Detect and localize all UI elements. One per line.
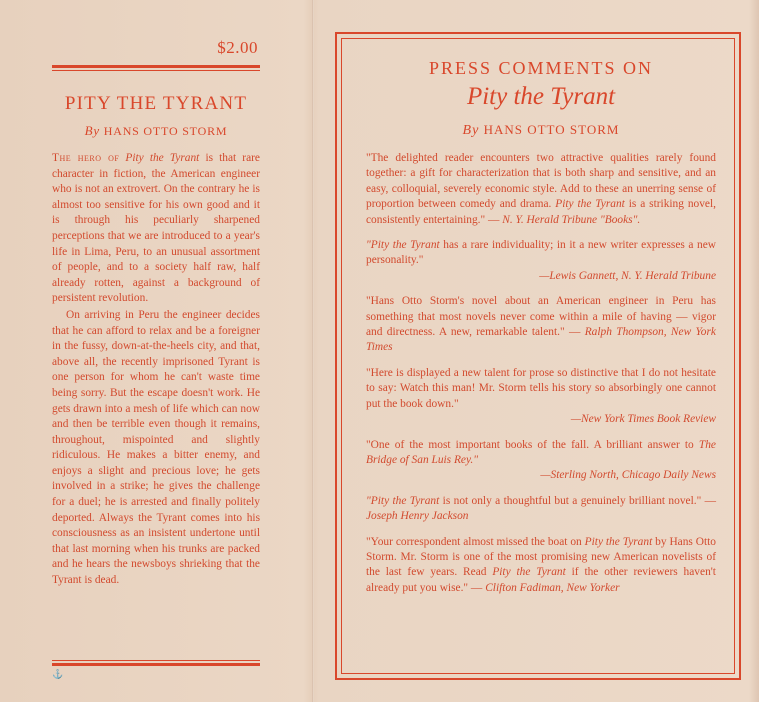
press-author: HANS OTTO STORM (483, 122, 620, 137)
quote-3 (366, 294, 716, 356)
quote-6-book: "Pity the Tyrant (366, 494, 440, 507)
blurb-p1-text: is that rare character in fiction, the American engineer who is not an extrovert. On the contrary he is almost too sensitive for his own good and it is through his peculiarly sharpened perceptions that we are introduced to a year's life in Lima, Peru, to an unusual assortment of people, and to a society half raw, half already rotten, against a background of persistent revolution. (52, 152, 260, 305)
quote-7-text-2: by Hans Otto Storm. Mr. Storm is one of the most promising new American novelists of the last few years. Read (366, 535, 716, 579)
quote-1-source: N. Y. Herald Tribune "Books". (502, 213, 641, 226)
top-rule-thick (52, 65, 260, 68)
jacket-edge-shadow (749, 0, 759, 702)
press-byline (366, 122, 716, 139)
blurb-lead: The hero of (52, 152, 120, 164)
quote-3-source: Ralph Thompson, New York Times (366, 326, 716, 354)
flap-blurb (52, 151, 260, 589)
quote-2-text: has a rare individuality; in it a new writer expresses a new personality." (366, 239, 716, 267)
quote-2-source: —Lewis Gannett, N. Y. Herald Tribune (539, 269, 716, 282)
flap-book-title: PITY THE TYRANT (64, 93, 248, 114)
quote-1-text: "The delighted reader encounters two attractive qualities rarely found together: a gift for characterization that is both sharp and sensitive, and an easy, colloquial, severely economic style. Add to these an unerring sense of proportion between comedy and drama. (366, 152, 716, 211)
quote-1 (366, 151, 716, 228)
quote-7-text-3: if the other reviewers haven't already put you wise." — (366, 566, 716, 594)
quote-4-text: "Here is displayed a new talent for prose so distinctive that I do not hesitate to say: Watch this man! Mr. Storm tells his story so absorbingly one cannot put the book down." (366, 366, 716, 410)
blurb-paragraph-1 (52, 151, 260, 307)
press-book-title: Pity the Tyrant (466, 83, 616, 110)
quote-6 (366, 494, 716, 525)
jacket-fold (312, 0, 314, 702)
quote-4 (366, 366, 716, 428)
quote-5-source: —Sterling North, Chicago Daily News (540, 469, 716, 482)
top-rule-thin (52, 70, 260, 71)
quote-1-book: Pity the Tyrant (555, 198, 625, 211)
quote-2-book: "Pity the Tyrant (366, 239, 440, 252)
quote-4-source: —New York Times Book Review (570, 413, 716, 426)
quote-7-book-2: Pity the Tyrant (492, 566, 566, 579)
press-quotes (366, 151, 716, 596)
quote-7-text-1: "Your correspondent almost missed the boat on (366, 535, 582, 548)
quote-7 (366, 535, 716, 597)
quote-7-book-1: Pity the Tyrant (584, 535, 653, 548)
flap-by-word: By (84, 123, 100, 138)
bottom-rule-thin (52, 660, 260, 661)
quote-6-text: is not only a thoughtful but a genuinely brilliant novel." — (442, 494, 716, 507)
quote-5-text: "One of the most important books of the fall. A brilliant answer to (366, 438, 694, 451)
quote-1-rest: is a striking novel, consistently entertaining." — (366, 198, 716, 226)
front-flap (52, 34, 260, 589)
quote-6-source: Joseph Henry Jackson (366, 510, 469, 523)
price-label: $2.00 (217, 38, 258, 57)
quote-2 (366, 238, 716, 284)
press-by-word: By (462, 123, 480, 138)
quote-5-book: The Bridge of San Luis Rey." (366, 438, 716, 466)
press-heading: PRESS COMMENTS ON (428, 58, 654, 78)
quote-5 (366, 438, 716, 484)
blurb-book-title: Pity the Tyrant (125, 152, 200, 164)
quote-3-text: "Hans Otto Storm's novel about an American engineer in Peru has something that most novels never come within a mile of having — vigor and directness. A new, remarkable talent." — (366, 295, 716, 339)
quote-7-source: Clifton Fadiman, New Yorker (485, 581, 620, 594)
press-comments-panel (366, 52, 716, 606)
flap-author: HANS OTTO STORM (103, 124, 228, 138)
publisher-emblem-icon: ⚓ (52, 669, 64, 679)
flap-byline (52, 123, 260, 139)
flap-bottom-rules (52, 660, 260, 666)
bottom-rule-thick (52, 663, 260, 666)
blurb-paragraph-2: On arriving in Peru the engineer decides that he can afford to relax and be a foreigner in the fussy, down-at-the-heels city, and that, above all, the recently imprisoned Tyrant is one person for whom he can't waste time being sorry. But the escape doesn't work. He gets drawn into a mesh of life which can now and then be terrible even though it remains, throughout, mispointed and slightly ridiculous. He makes a bitter enemy, and enjoys a slight and precious love; he gets involved in a strike; he gives the challenge for a duel; he is arrested and finally politely deported. Always the Tyrant comes into his consciousness as an insistent undertone until that last morning when his trunks are packed and he hears the newsboys shrieking that the Tyrant is dead. (52, 308, 260, 587)
